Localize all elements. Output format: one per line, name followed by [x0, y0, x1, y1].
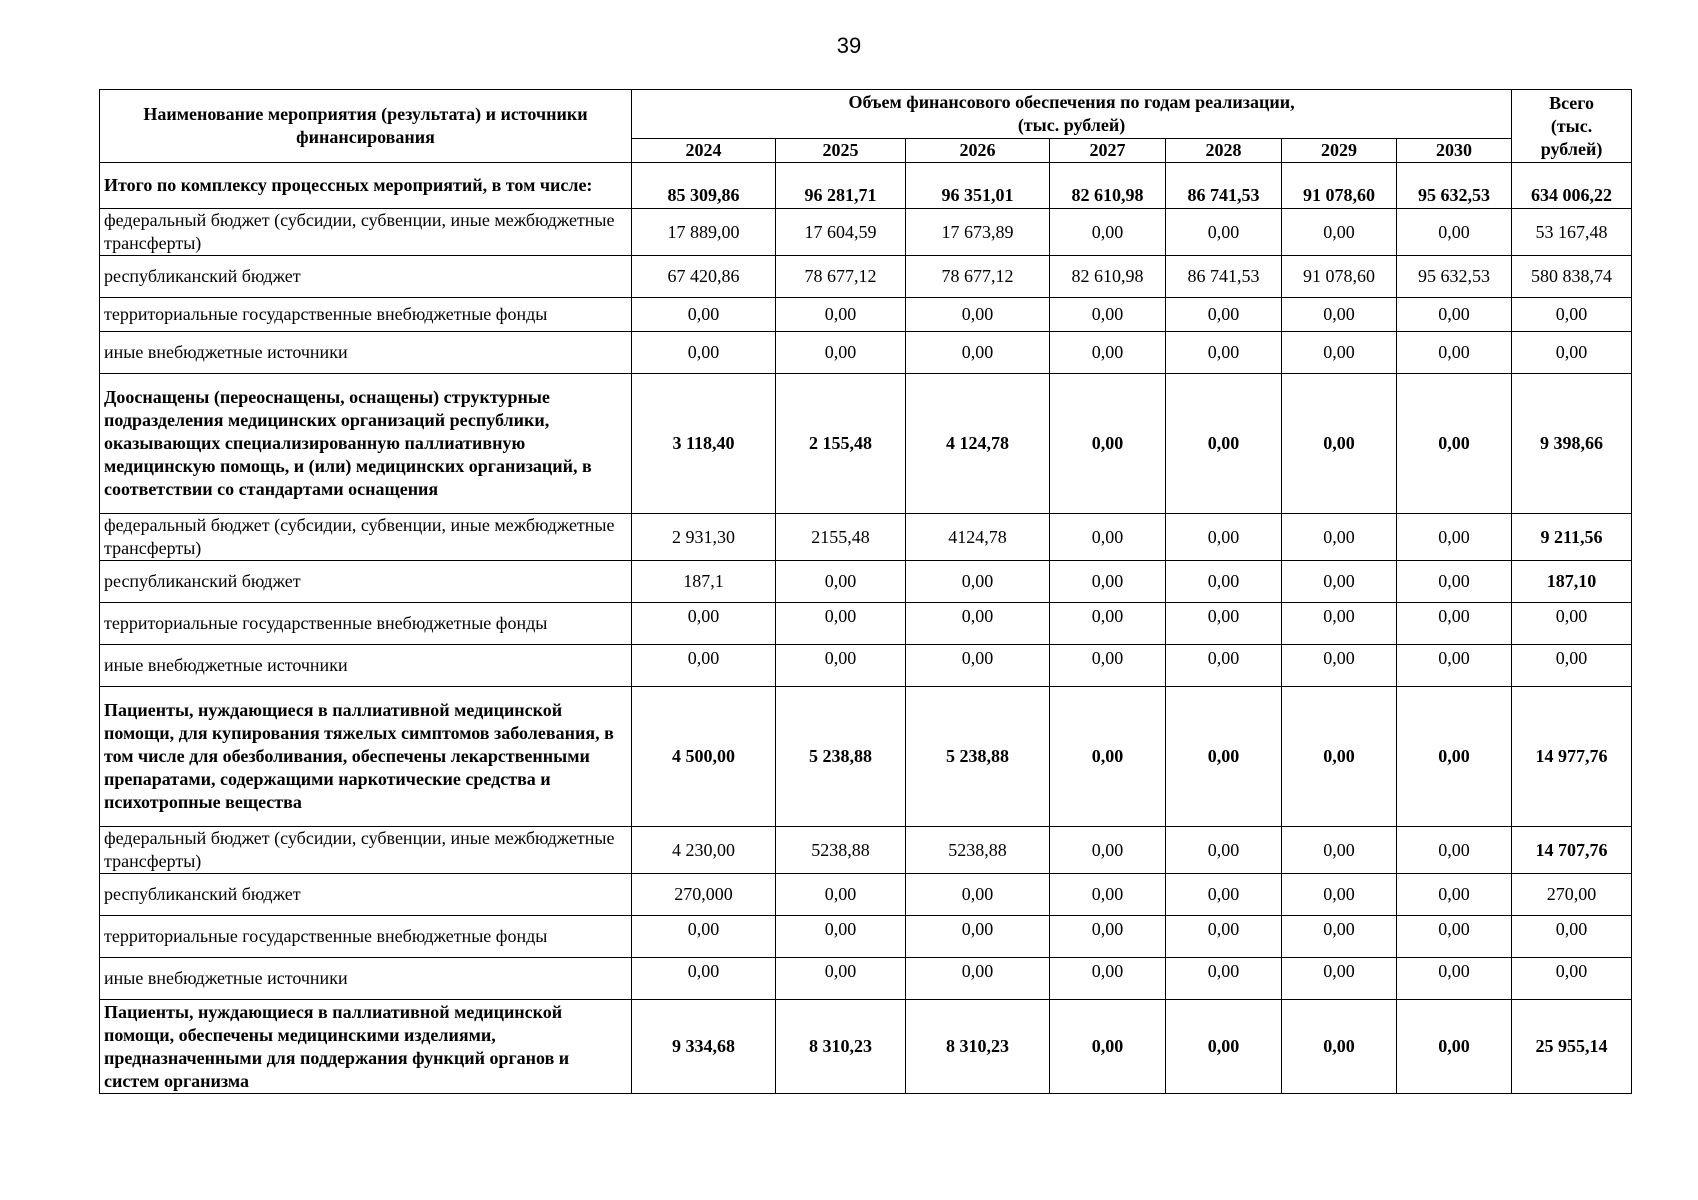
header-total-column: Всего (тыс. рублей) — [1512, 90, 1632, 163]
value-cell-2027: 0,00 — [1050, 561, 1166, 603]
row-label: территориальные государственные внебюджетные фонды — [100, 916, 632, 958]
header-year-2026: 2026 — [906, 139, 1050, 163]
value-cell-2030: 95 632,53 — [1397, 163, 1512, 209]
table-row — [100, 256, 1632, 298]
value-cell-2025: 0,00 — [776, 916, 906, 958]
total-cell: 580 838,74 — [1512, 256, 1632, 298]
value-cell-2027: 0,00 — [1050, 298, 1166, 332]
table-row — [100, 916, 1632, 958]
value-cell-2030: 0,00 — [1397, 374, 1512, 514]
value-cell-2024: 2 931,30 — [632, 514, 776, 561]
total-cell: 0,00 — [1512, 958, 1632, 1000]
value-cell-2027: 0,00 — [1050, 209, 1166, 256]
value-cell-2024: 67 420,86 — [632, 256, 776, 298]
value-cell-2028: 0,00 — [1166, 332, 1282, 374]
value-cell-2024: 270,000 — [632, 874, 776, 916]
value-cell-2027: 0,00 — [1050, 603, 1166, 645]
value-cell-2025: 8 310,23 — [776, 1000, 906, 1094]
value-cell-2029: 0,00 — [1282, 603, 1397, 645]
total-cell: 187,10 — [1512, 561, 1632, 603]
value-cell-2028: 86 741,53 — [1166, 256, 1282, 298]
value-cell-2026: 0,00 — [906, 645, 1050, 687]
value-cell-2030: 0,00 — [1397, 561, 1512, 603]
value-cell-2026: 96 351,01 — [906, 163, 1050, 209]
row-label: республиканский бюджет — [100, 561, 632, 603]
header-year-2025: 2025 — [776, 139, 906, 163]
total-cell: 25 955,14 — [1512, 1000, 1632, 1094]
total-cell: 0,00 — [1512, 603, 1632, 645]
row-label: иные внебюджетные источники — [100, 332, 632, 374]
value-cell-2030: 0,00 — [1397, 645, 1512, 687]
value-cell-2028: 0,00 — [1166, 209, 1282, 256]
value-cell-2025: 2155,48 — [776, 514, 906, 561]
value-cell-2025: 0,00 — [776, 874, 906, 916]
header-year-2029: 2029 — [1282, 139, 1397, 163]
value-cell-2028: 0,00 — [1166, 687, 1282, 827]
value-cell-2026: 0,00 — [906, 603, 1050, 645]
row-label: республиканский бюджет — [100, 256, 632, 298]
row-label: Пациенты, нуждающиеся в паллиативной медицинской помощи, обеспечены медицинскими изделиями, предназначенными для поддержания функций органов и систем организма — [100, 1000, 632, 1094]
value-cell-2026: 0,00 — [906, 958, 1050, 1000]
table-row — [100, 958, 1632, 1000]
value-cell-2029: 0,00 — [1282, 958, 1397, 1000]
header-volume — [632, 90, 1512, 139]
total-cell: 0,00 — [1512, 645, 1632, 687]
value-cell-2025: 0,00 — [776, 561, 906, 603]
table-row — [100, 827, 1632, 874]
value-cell-2030: 95 632,53 — [1397, 256, 1512, 298]
financing-table — [99, 89, 1632, 1094]
value-cell-2025: 96 281,71 — [776, 163, 906, 209]
value-cell-2028: 0,00 — [1166, 374, 1282, 514]
value-cell-2027: 0,00 — [1050, 1000, 1166, 1094]
value-cell-2028: 0,00 — [1166, 958, 1282, 1000]
table-row — [100, 514, 1632, 561]
value-cell-2025: 2 155,48 — [776, 374, 906, 514]
value-cell-2024: 17 889,00 — [632, 209, 776, 256]
value-cell-2026: 4 124,78 — [906, 374, 1050, 514]
total-cell: 14 977,76 — [1512, 687, 1632, 827]
table-row — [100, 374, 1632, 514]
value-cell-2026: 8 310,23 — [906, 1000, 1050, 1094]
value-cell-2024: 187,1 — [632, 561, 776, 603]
value-cell-2030: 0,00 — [1397, 603, 1512, 645]
total-cell: 0,00 — [1512, 298, 1632, 332]
value-cell-2027: 0,00 — [1050, 916, 1166, 958]
value-cell-2029: 0,00 — [1282, 298, 1397, 332]
value-cell-2027: 0,00 — [1050, 645, 1166, 687]
total-cell: 14 707,76 — [1512, 827, 1632, 874]
value-cell-2026: 0,00 — [906, 874, 1050, 916]
value-cell-2027: 0,00 — [1050, 332, 1166, 374]
header-volume-line2: (тыс. рублей) — [1017, 115, 1126, 135]
value-cell-2028: 0,00 — [1166, 603, 1282, 645]
table-row — [100, 298, 1632, 332]
table-row — [100, 209, 1632, 256]
value-cell-2024: 0,00 — [632, 916, 776, 958]
value-cell-2029: 0,00 — [1282, 209, 1397, 256]
value-cell-2029: 91 078,60 — [1282, 163, 1397, 209]
value-cell-2024: 0,00 — [632, 645, 776, 687]
value-cell-2030: 0,00 — [1397, 209, 1512, 256]
value-cell-2027: 0,00 — [1050, 874, 1166, 916]
value-cell-2026: 0,00 — [906, 332, 1050, 374]
value-cell-2030: 0,00 — [1397, 514, 1512, 561]
value-cell-2027: 82 610,98 — [1050, 256, 1166, 298]
value-cell-2030: 0,00 — [1397, 958, 1512, 1000]
value-cell-2028: 0,00 — [1166, 645, 1282, 687]
table-row — [100, 603, 1632, 645]
value-cell-2026: 5 238,88 — [906, 687, 1050, 827]
value-cell-2028: 0,00 — [1166, 514, 1282, 561]
value-cell-2029: 0,00 — [1282, 645, 1397, 687]
value-cell-2027: 0,00 — [1050, 958, 1166, 1000]
total-cell: 634 006,22 — [1512, 163, 1632, 209]
value-cell-2026: 0,00 — [906, 561, 1050, 603]
header-year-2028: 2028 — [1166, 139, 1282, 163]
value-cell-2025: 5 238,88 — [776, 687, 906, 827]
value-cell-2029: 0,00 — [1282, 916, 1397, 958]
row-label: Пациенты, нуждающиеся в паллиативной медицинской помощи, для купирования тяжелых симптомов заболевания, в том числе для обезболивания, обеспечены лекарственными препаратами, содержащими наркотические средства и психотропные вещества — [100, 687, 632, 827]
value-cell-2024: 4 500,00 — [632, 687, 776, 827]
row-label: федеральный бюджет (субсидии, субвенции, иные межбюджетные трансферты) — [100, 209, 632, 256]
row-label: иные внебюджетные источники — [100, 645, 632, 687]
value-cell-2024: 85 309,86 — [632, 163, 776, 209]
value-cell-2028: 0,00 — [1166, 874, 1282, 916]
table-row — [100, 561, 1632, 603]
row-label: федеральный бюджет (субсидии, субвенции, иные межбюджетные трансферты) — [100, 514, 632, 561]
header-year-2030: 2030 — [1397, 139, 1512, 163]
value-cell-2030: 0,00 — [1397, 874, 1512, 916]
value-cell-2026: 17 673,89 — [906, 209, 1050, 256]
value-cell-2030: 0,00 — [1397, 1000, 1512, 1094]
value-cell-2030: 0,00 — [1397, 298, 1512, 332]
table-row — [100, 645, 1632, 687]
value-cell-2024: 0,00 — [632, 332, 776, 374]
table-row — [100, 1000, 1632, 1094]
total-cell: 9 398,66 — [1512, 374, 1632, 514]
value-cell-2030: 0,00 — [1397, 916, 1512, 958]
value-cell-2028: 0,00 — [1166, 1000, 1282, 1094]
total-cell: 0,00 — [1512, 332, 1632, 374]
total-cell: 53 167,48 — [1512, 209, 1632, 256]
value-cell-2024: 4 230,00 — [632, 827, 776, 874]
value-cell-2027: 0,00 — [1050, 514, 1166, 561]
value-cell-2029: 0,00 — [1282, 827, 1397, 874]
table-row — [100, 332, 1632, 374]
page-number: 39 — [836, 33, 862, 58]
value-cell-2029: 0,00 — [1282, 374, 1397, 514]
value-cell-2029: 0,00 — [1282, 687, 1397, 827]
value-cell-2025: 17 604,59 — [776, 209, 906, 256]
total-cell: 0,00 — [1512, 916, 1632, 958]
value-cell-2024: 9 334,68 — [632, 1000, 776, 1094]
header-volume-line1: Объем финансового обеспечения по годам реализации, — [848, 92, 1295, 112]
value-cell-2026: 0,00 — [906, 298, 1050, 332]
value-cell-2029: 91 078,60 — [1282, 256, 1397, 298]
total-cell: 9 211,56 — [1512, 514, 1632, 561]
row-label: территориальные государственные внебюджетные фонды — [100, 603, 632, 645]
value-cell-2026: 78 677,12 — [906, 256, 1050, 298]
value-cell-2028: 86 741,53 — [1166, 163, 1282, 209]
value-cell-2027: 0,00 — [1050, 374, 1166, 514]
row-label: федеральный бюджет (субсидии, субвенции, иные межбюджетные трансферты) — [100, 827, 632, 874]
table-body — [100, 163, 1632, 1094]
value-cell-2025: 0,00 — [776, 958, 906, 1000]
value-cell-2025: 78 677,12 — [776, 256, 906, 298]
row-label: территориальные государственные внебюджетные фонды — [100, 298, 632, 332]
value-cell-2024: 3 118,40 — [632, 374, 776, 514]
value-cell-2027: 82 610,98 — [1050, 163, 1166, 209]
value-cell-2028: 0,00 — [1166, 827, 1282, 874]
value-cell-2026: 5238,88 — [906, 827, 1050, 874]
value-cell-2030: 0,00 — [1397, 332, 1512, 374]
table-row — [100, 163, 1632, 209]
row-label: республиканский бюджет — [100, 874, 632, 916]
value-cell-2028: 0,00 — [1166, 916, 1282, 958]
header-year-2027: 2027 — [1050, 139, 1166, 163]
value-cell-2029: 0,00 — [1282, 561, 1397, 603]
value-cell-2025: 0,00 — [776, 603, 906, 645]
total-cell: 270,00 — [1512, 874, 1632, 916]
value-cell-2029: 0,00 — [1282, 332, 1397, 374]
value-cell-2026: 4124,78 — [906, 514, 1050, 561]
value-cell-2029: 0,00 — [1282, 1000, 1397, 1094]
value-cell-2025: 0,00 — [776, 332, 906, 374]
value-cell-2030: 0,00 — [1397, 687, 1512, 827]
table-row — [100, 874, 1632, 916]
row-label: иные внебюджетные источники — [100, 958, 632, 1000]
value-cell-2030: 0,00 — [1397, 827, 1512, 874]
value-cell-2027: 0,00 — [1050, 827, 1166, 874]
value-cell-2025: 0,00 — [776, 645, 906, 687]
value-cell-2025: 5238,88 — [776, 827, 906, 874]
value-cell-2026: 0,00 — [906, 916, 1050, 958]
value-cell-2029: 0,00 — [1282, 514, 1397, 561]
value-cell-2024: 0,00 — [632, 603, 776, 645]
header-name-column: Наименование мероприятия (результата) и источники финансирования — [100, 90, 632, 163]
value-cell-2028: 0,00 — [1166, 561, 1282, 603]
value-cell-2024: 0,00 — [632, 958, 776, 1000]
table-row — [100, 687, 1632, 827]
row-label: Дооснащены (переоснащены, оснащены) структурные подразделения медицинских организаций республики, оказывающих специализированную паллиативную медицинскую помощь, и (или) медицинских организаций, в соответствии со стандартами оснащения — [100, 374, 632, 514]
value-cell-2028: 0,00 — [1166, 298, 1282, 332]
value-cell-2025: 0,00 — [776, 298, 906, 332]
header-year-2024: 2024 — [632, 139, 776, 163]
row-label: Итого по комплексу процессных мероприятий, в том числе: — [100, 163, 632, 209]
value-cell-2024: 0,00 — [632, 298, 776, 332]
value-cell-2027: 0,00 — [1050, 687, 1166, 827]
value-cell-2029: 0,00 — [1282, 874, 1397, 916]
